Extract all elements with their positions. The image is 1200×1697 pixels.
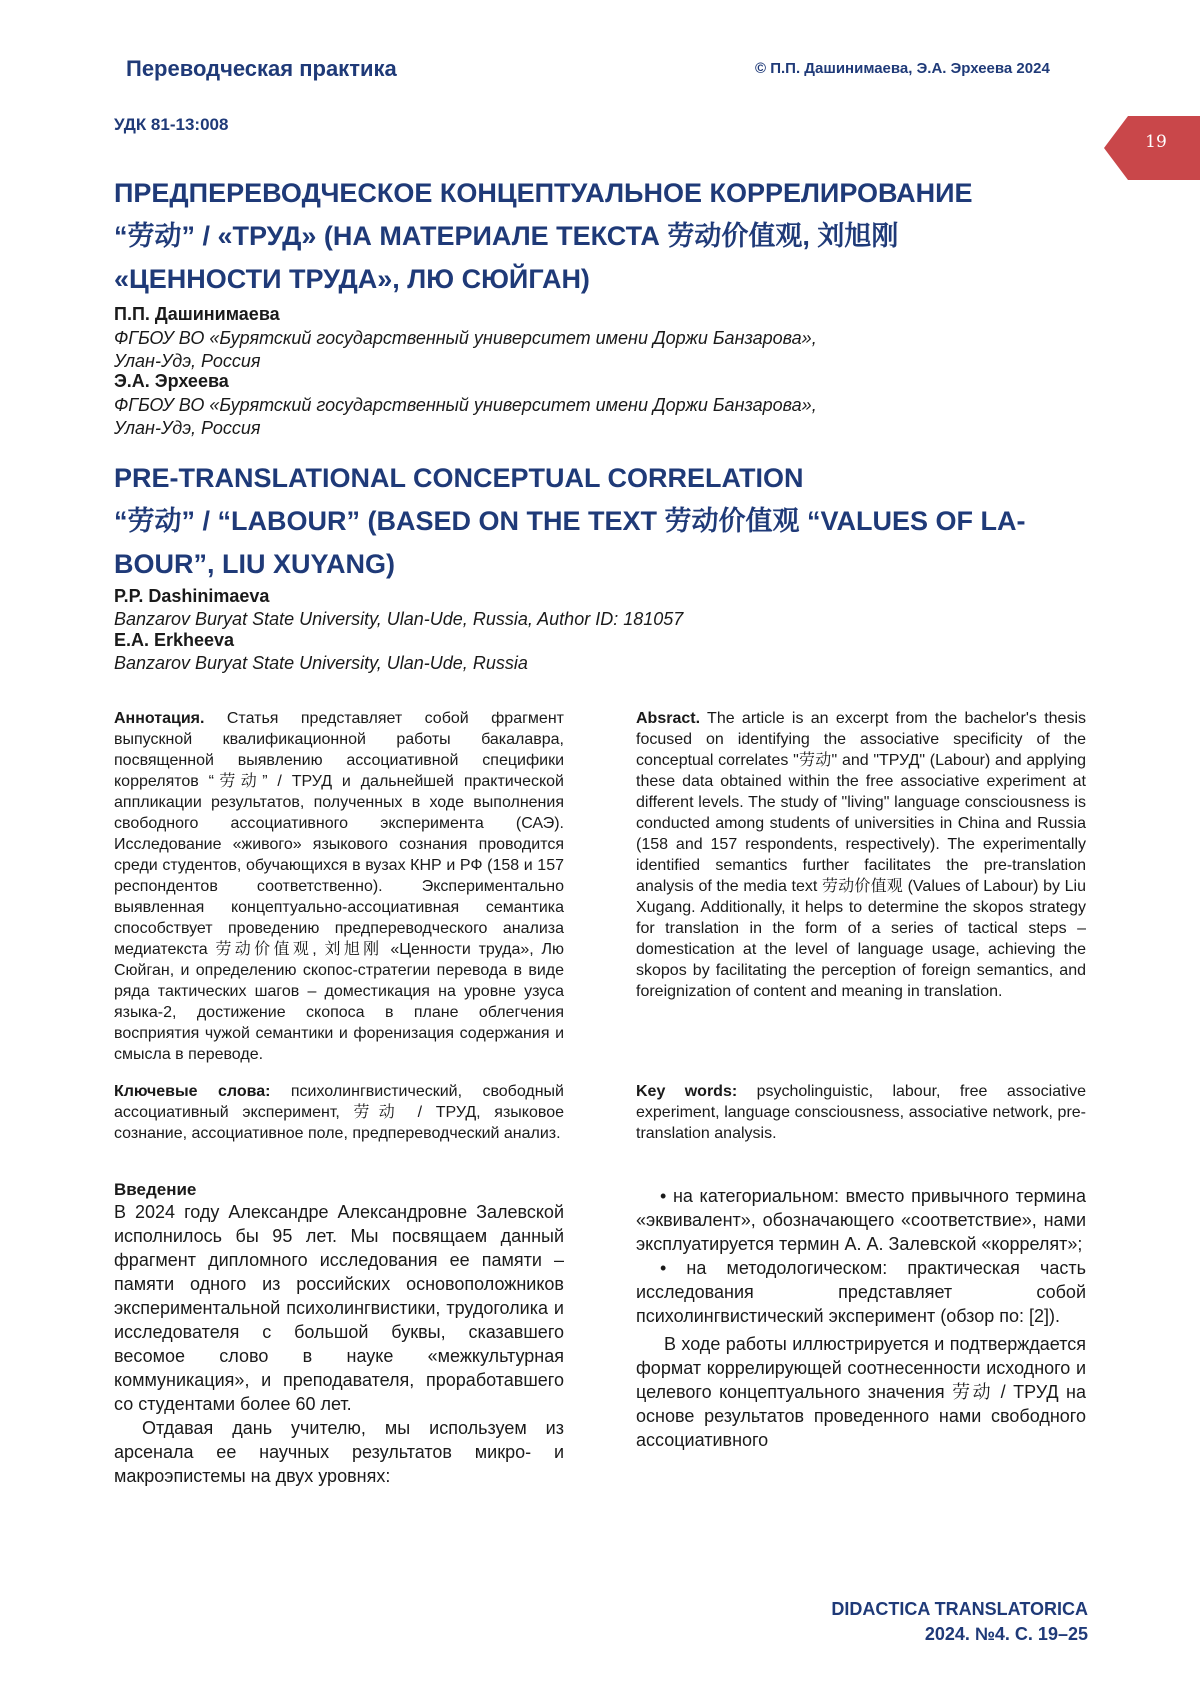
- author-en-1-affiliation: Banzarov Buryat State University, Ulan-Ude, Russia, Author ID: 181057: [114, 609, 684, 629]
- title-en-line-3: BOUR”, LIU XUYANG): [114, 549, 396, 579]
- running-header-copyright: © П.П. Дашинимаева, Э.А. Эрхеева 2024: [755, 60, 1050, 77]
- title-ru-line-3: «ЦЕННОСТИ ТРУДА», ЛЮ СЮЙГАН): [114, 264, 590, 294]
- abstract-en-text: The article is an excerpt from the bachelor's thesis focused on identifying the associative specificity of the conceptual correlates "劳动" and "ТРУД" (Labour) and applying these data obtained within the free associative experiment at different levels. The study of "living" language consciousness is conducted among students of universities in China and Russia (158 and 157 respondents, respectively). The experimentally identified semantics further facilitates the pre-translation analysis of the media text 劳动价值观 (Values of Labour) by Liu Xugang. Additionally, it helps to determine the skopos strategy for translation in the form of a series of tactical steps – domestication at the level of language usage, achieving the skopos by facilitating the perception of foreign semantics, and foreignization of content and meaning in translation.: [636, 710, 1086, 1000]
- author-ru-2-affiliation: [114, 394, 1014, 440]
- journal-footer: [831, 1597, 1088, 1647]
- bullet-categorial: • на категориальном: вместо привычного термина «эквивалент», обозначающего «соответствие», нами эксплуатируется термин А. А. Залевской «коррелят»;: [636, 1186, 1086, 1254]
- title-english: [114, 457, 1074, 586]
- abstract-ru-text: Статья представляет собой фрагмент выпускной квалификационной работы бакалавра, посвященной выявлению ассоциативной специфики коррелятов “劳动” / ТРУД и дальнейшей практической аппликации результатов, полученных в ходе выполнения свободного ассоциативного эксперимента (САЭ). Исследование «живого» языкового сознания проводится среди студентов, обучающихся в вузах КНР и РФ (158 и 157 респондентов соответственно). Экспериментально выявленная концептуально-ассоциативная семантика способствует проведению предпереводческого анализа медиатекста 劳动价值观, 刘旭刚 «Ценности труда», Лю Сюйган, и определению скопос-стратегии перевода в виде ряда тактических шагов – доместикация на уровне узуса языка-2, достижение скопоса в плане облегчения восприятия чужой семантики и форенизация содержания и смысла в переводе.: [114, 710, 564, 1063]
- author-en-2-affiliation: Banzarov Buryat State University, Ulan-Ude, Russia: [114, 653, 528, 673]
- introduction-paragraph-1: В 2024 году Александре Александровне Залевской исполнилось бы 95 лет. Мы посвящаем данный фрагмент дипломного исследования ее памяти – памяти одного из российских основоположников экспериментальной психолингвистики, трудоголика и исследователя с большой буквы, сказавшего весомое слово в науке «межкультурная коммуникация», и преподавателя, проработавшего со студентами более 60 лет.: [114, 1202, 564, 1414]
- title-en-line-2: “劳动” / “LABOUR” (BASED ON THE TEXT 劳动价值观 “VALUES OF LA-: [114, 506, 1026, 536]
- affil-ru-2-line-1: ФГБОУ ВО «Бурятский государственный университет имени Доржи Банзарова»,: [114, 395, 817, 415]
- affil-ru-2-line-2: Улан-Удэ, Россия: [114, 418, 261, 438]
- page-number: 19: [1145, 132, 1167, 152]
- keywords-russian: [114, 1081, 564, 1144]
- bullet-methodological: • на методологическом: практическая часть исследования представляет собой психолингвистический эксперимент (обзор по: [2]).: [636, 1258, 1086, 1326]
- right-paragraph-3: В ходе работы иллюстрируется и подтверждается формат коррелирующей соотнесенности исходного и целевого концептуального значения 劳动 / ТРУД на основе результатов проведенного нами свободного ассоциативного: [636, 1334, 1086, 1450]
- journal-name: DIDACTICA TRANSLATORICA: [831, 1599, 1088, 1619]
- keywords-en-label: Key words:: [636, 1083, 738, 1100]
- title-ru-line-2: “劳动” / «ТРУД» (НА МАТЕРИАЛЕ ТЕКСТА 劳动价值观, 刘旭刚: [114, 221, 899, 251]
- journal-issue: 2024. №4. С. 19–25: [924, 1624, 1088, 1644]
- keywords-ru-label: Ключевые слова:: [114, 1083, 271, 1100]
- keywords-english: [636, 1081, 1086, 1144]
- keywords-en-text: psycholinguistic, labour, free associative experiment, language consciousness, associative network, pre-translation analysis.: [636, 1083, 1086, 1142]
- author-ru-1-name: П.П. Дашинимаева: [114, 304, 280, 324]
- abstract-en-label: Absract.: [636, 710, 701, 727]
- author-en-1-name: P.P. Dashinimaeva: [114, 586, 270, 606]
- affil-ru-1-line-1: ФГБОУ ВО «Бурятский государственный университет имени Доржи Банзарова»,: [114, 328, 817, 348]
- introduction-heading: Введение: [114, 1180, 197, 1199]
- title-russian: [114, 172, 1074, 301]
- introduction-section: [114, 1180, 564, 1488]
- introduction-paragraph-2: Отдавая дань учителю, мы используем из арсенала ее научных результатов микро- и макроэпистемы на двух уровнях:: [114, 1418, 564, 1486]
- abstract-ru-label: Аннотация.: [114, 710, 205, 727]
- author-ru-1-affiliation: [114, 327, 1014, 373]
- title-en-line-1: PRE-TRANSLATIONAL CONCEPTUAL CORRELATION: [114, 463, 804, 493]
- udk-code: УДК 81-13:008: [114, 115, 229, 134]
- right-column-body: [636, 1184, 1086, 1452]
- title-ru-line-1: ПРЕДПЕРЕВОДЧЕСКОЕ КОНЦЕПТУАЛЬНОЕ КОРРЕЛИРОВАНИЕ: [114, 178, 973, 208]
- running-header-section: Переводческая практика: [126, 56, 397, 81]
- abstract-english: [636, 708, 1086, 1002]
- author-ru-2-name: Э.А. Эрхеева: [114, 371, 229, 391]
- affil-ru-1-line-2: Улан-Удэ, Россия: [114, 351, 261, 371]
- author-en-2-name: E.A. Erkheeva: [114, 630, 235, 650]
- keywords-ru-text: психолингвистический, свободный ассоциативный эксперимент, 劳动 / ТРУД, языковое сознание, ассоциативное поле, предпереводческий анализ.: [114, 1083, 564, 1142]
- abstract-russian: [114, 708, 564, 1065]
